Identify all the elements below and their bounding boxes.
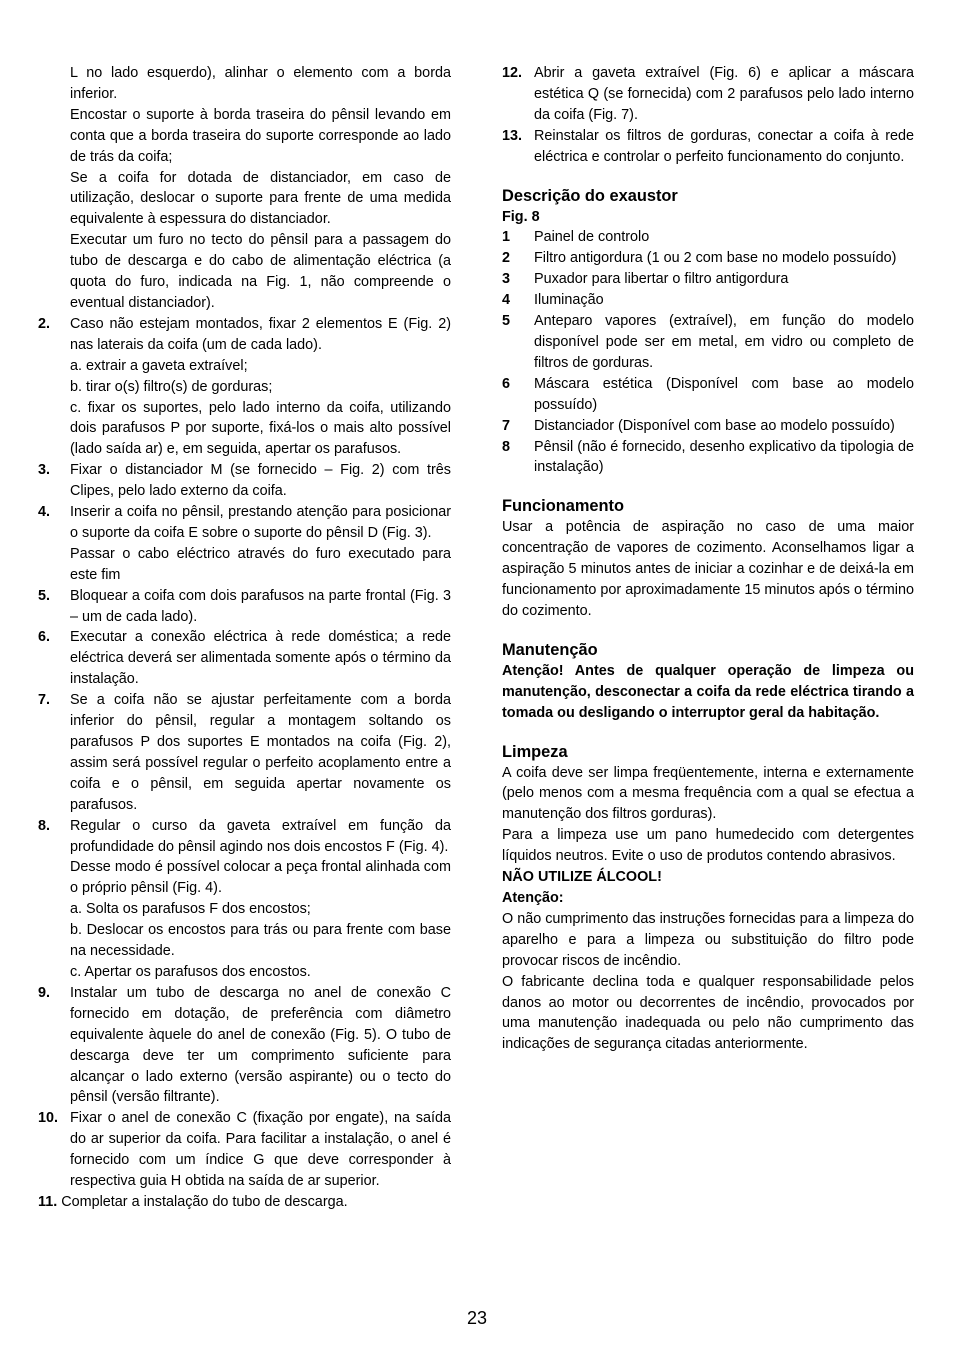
figure-ref: Fig. 8 [502,208,540,225]
paragraph: Para a limpeza use um pano humedecido com detergentes líquidos neutros. Evite o uso de produtos contendo abrasivos. [502,827,914,865]
list-text: Iluminação [534,292,604,309]
paragraph: O não cumprimento das instruções fornecidas para a limpeza do aparelho e para a limpeza ou substituição do filtro pode provocar riscos de incêndio. [502,910,914,969]
step-11 [38,1192,451,1213]
step-text: Abrir a gaveta extraível (Fig. 6) e aplicar a máscara estética Q (se fornecida) com 2 parafusos pelo lado interno da coifa (Fig. 7). [534,65,914,123]
step-text: Instalar um tubo de descarga no anel de conexão C fornecido em dotação, de preferência com diâmetro equivalente àquele do anel de conexão (Fig. 5). O tubo de descarga deve ter um comprimento suficiente para alcançar o lado externo (versão aspirante) ou o tecto do pênsil (versão filtrante). [70,984,451,1106]
list-item [502,290,914,311]
paragraph: A coifa deve ser limpa freqüentemente, interna e externamente (pelo menos com a mesma frequência com a qual se efectua a manutenção dos filtros gorduras). [502,764,914,823]
step-number: 4. [38,504,51,521]
step-text: Reinstalar os filtros de gorduras, conectar a coifa à rede eléctrica e controlar o perfeito funcionamento do conjunto. [534,127,914,165]
left-column [38,63,451,1213]
step-number: 7. [38,692,51,709]
step-7 [38,690,451,815]
warning-text: NÃO UTILIZE ÁLCOOL! [502,869,662,886]
paragraph: O fabricante declina toda e qualquer responsabilidade pelos danos ao motor ou decorrentes de incêndio, provocados por uma manutenção inadequada ou pelo não cumprimento das indicações de segurança citadas anteriormente. [502,973,914,1053]
list-text: Anteparo vapores (extraível), em função do modelo disponível pode ser em metal, em vidro ou completo de filtros de gorduras. [534,313,914,371]
list-item [502,269,914,290]
list-text: Pênsil (não é fornecido, desenho explicativo da tipologia de instalação) [534,438,914,476]
list-text: Filtro antigordura (1 ou 2 com base no modelo possuído) [534,250,897,267]
page-number: 23 [466,1308,488,1328]
step-text: a. Solta os parafusos F dos encostos; [70,901,311,918]
list-text: Painel de controlo [534,229,650,246]
list-number: 6 [502,375,511,392]
step-6 [38,627,451,690]
step-9 [38,983,451,1108]
list-number: 4 [502,292,511,309]
section-descricao [502,185,914,479]
list-text: Máscara estética (Disponível com base ao modelo possuído) [534,375,914,413]
step-2 [38,314,451,460]
step-text: b. Deslocar os encostos para trás ou para frente com base na necessidade. [70,922,451,960]
list-number: 5 [502,313,511,330]
step-text: b. tirar o(s) filtro(s) de gorduras; [70,378,273,395]
step-number: 5. [38,587,51,604]
paragraph: Executar um furo no tecto do pênsil para a passagem do tubo de descarga e do cabo de alimentação eléctrica (a quota do furo, indicada na Fig. 1, não compreende o eventual distanciador). [70,232,451,311]
list-item [502,374,914,416]
paragraph: Se a coifa for dotada de distanciador, em caso de utilização, deslocar o suporte para frente de uma medida equivalente à espessura do distanciador. [70,169,451,228]
step-4 [38,502,451,586]
list-number: 3 [502,271,511,288]
step-text: Executar a conexão eléctrica à rede doméstica; a rede eléctrica deverá ser alimentada somente após o término da instalação. [70,629,451,688]
warning-text: Atenção! Antes de qualquer operação de limpeza ou manutenção, desconectar a coifa da rede eléctrica tirando a tomada ou desligando o interruptor geral da habitação. [502,662,914,721]
list-item [502,416,914,437]
step-text: Completar a instalação do tubo de descarga. [61,1193,348,1210]
step-5 [38,586,451,628]
list-number: 7 [502,417,511,434]
step-number: 13. [502,127,523,144]
paragraph: L no lado esquerdo), alinhar o elemento com a borda inferior. [70,65,451,102]
step-text: Se a coifa não se ajustar perfeitamente com a borda inferior do pênsil, regular a montagem soltando os parafusos P dos suportes E montados na coifa (Fig. 2), assim será possível regular o perfeito acoplamento entre a coifa e o pênsil, em seguida apertar novamente os parafusos. [70,692,451,813]
step-text: Passar o cabo eléctrico através do furo executado para este fim [70,545,451,583]
step-number: 8. [38,817,51,834]
step-text: a. extrair a gaveta extraível; [70,357,248,374]
step-3 [38,460,451,502]
list-item [502,311,914,374]
step-text: Bloquear a coifa com dois parafusos na parte frontal (Fig. 3 – um de cada lado). [70,587,451,625]
step-text: Desse modo é possível colocar a peça frontal alinhada com o próprio pênsil (Fig. 4). [70,859,451,897]
section-heading: Limpeza [502,742,568,761]
step-number: 2. [38,315,51,332]
paragraph: Encostar o suporte à borda traseira do pênsil levando em conta que a borda traseira do suporte corresponde ao lado de trás da coifa; [70,106,451,165]
step-text: Regular o curso da gaveta extraível em função da profundidade do pênsil agindo nos dois encostos F (Fig. 4). [70,817,451,855]
step-number: 12. [502,65,523,81]
list-item [502,227,914,248]
list-item [502,248,914,269]
step-13 [502,126,914,168]
step-text: c. fixar os suportes, pelo lado interno da coifa, utilizando dois parafusos P por suporte, fixá-los o mais alto possível (lado saída ar) e, em seguida, apertar os parafusos. [70,399,451,458]
section-heading: Manutenção [502,640,598,659]
step-number: 9. [38,984,51,1001]
right-column [502,63,914,1055]
step-number: 3. [38,462,51,479]
section-heading: Descrição do exaustor [502,186,678,205]
section-funcionamento [502,495,914,622]
list-number: 8 [502,438,511,455]
list-text: Distanciador (Disponível com base ao modelo possuído) [534,417,895,434]
list-text: Puxador para libertar o filtro antigordura [534,271,789,288]
step-text: Inserir a coifa no pênsil, prestando atenção para posicionar o suporte da coifa E sobre o suporte do pênsil D (Fig. 3). [70,504,451,541]
list-number: 2 [502,250,511,267]
step-number: 11. [38,1193,58,1210]
list-item [502,437,914,479]
step-text: Caso não estejam montados, fixar 2 elementos E (Fig. 2) nas laterais da coifa (um de cada lado). [70,315,451,353]
step-text: c. Apertar os parafusos dos encostos. [70,963,311,980]
paragraph: Usar a potência de aspiração no caso de uma maior concentração de vapores de cozimento. Aconselhamos ligar a aspiração 5 minutos antes de iniciar a cozinhar e de deixá-la em funcionamento por aproximadamente 15 minutos após o término do cozimento. [502,519,914,619]
section-heading: Funcionamento [502,497,625,516]
section-manutencao [502,639,914,724]
step-text: Fixar o anel de conexão C (fixação por engate), na saída do ar superior da coifa. Para facilitar a instalação, o anel é fornecido com um índice G que deve corresponder à respectiva guia H obtida na saída de ar superior. [70,1110,451,1190]
step-8 [38,816,451,983]
step-text: Fixar o distanciador M (se fornecido – Fig. 2) com três Clipes, pelo lado externo da coifa. [70,462,451,500]
list-number: 1 [502,229,511,246]
section-limpeza [502,741,914,1056]
step-12 [502,63,914,126]
step-number: 6. [38,629,51,646]
step-10 [38,1108,451,1192]
step-number: 10. [38,1110,59,1127]
warning-label: Atenção: [502,890,564,906]
